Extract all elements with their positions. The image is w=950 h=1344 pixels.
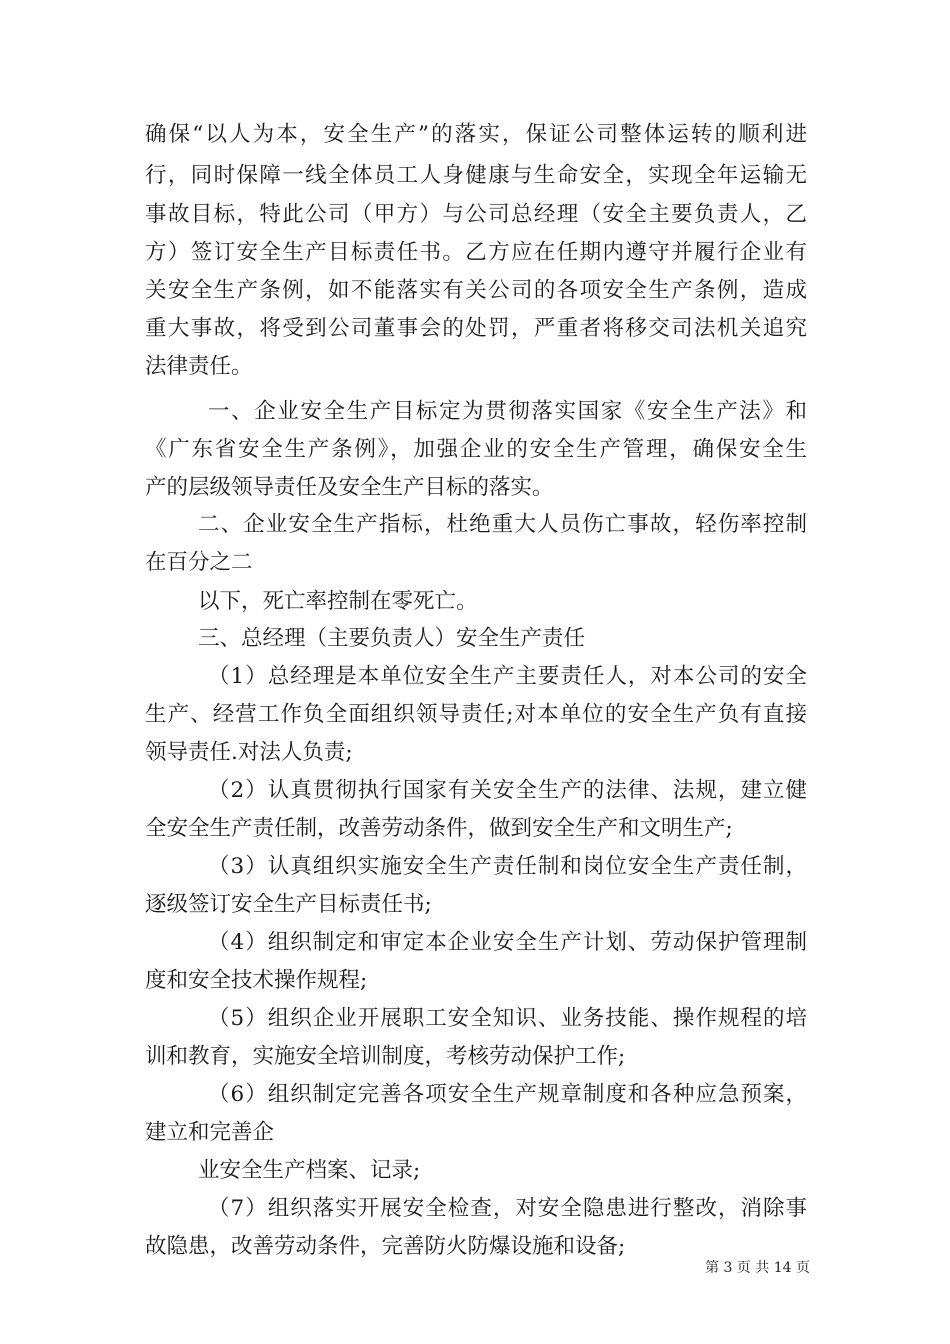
text-line: 故隐患，改善劳动条件，完善防火防爆设施和设备; <box>145 1234 626 1259</box>
text-line: 行，同时保障一线全体员工人身健康与生命安全，实现全年运输无 <box>145 163 807 188</box>
list-item-5: （5）组织企业开展职工安全知识、业务技能、操作规程的培 <box>208 1006 807 1031</box>
list-item-6: （6）组织制定完善各项安全生产规章制度和各种应急预案， <box>208 1082 807 1107</box>
list-item-3: （3）认真组织实施安全生产责任制和岗位安全生产责任制， <box>208 854 807 879</box>
section-heading-2: 二、企业安全生产指标，杜绝重大人员伤亡事故，轻伤率控制 <box>198 512 807 537</box>
page-number-footer: 第 3 页 共 14 页 <box>705 1260 810 1276</box>
text-line: 全安全生产责任制，改善劳动条件，做到安全生产和文明生产; <box>145 816 733 841</box>
text-line: 领导责任.对法人负责; <box>145 740 353 765</box>
text-line: 生产、经营工作负全面组织领导责任;对本单位的安全生产负有直接 <box>145 702 807 727</box>
text-line: 《广东省安全生产条例》，加强企业的安全生产管理，确保安全生 <box>145 437 807 462</box>
list-item-2: （2）认真贯彻执行国家有关安全生产的法律、法规，建立健 <box>208 778 807 803</box>
section-heading-1: 一、企业安全生产目标定为贯彻落实国家《安全生产法》和 <box>208 399 807 424</box>
text-line: 以下，死亡率控制在零死亡。 <box>198 589 478 614</box>
section-heading-3: 三、总经理（主要负责人）安全生产责任 <box>198 626 586 651</box>
text-line: 法律责任。 <box>145 354 253 379</box>
text-line: 事故目标，特此公司（甲方）与公司总经理（安全主要负责人，乙 <box>145 202 807 227</box>
text-line: 建立和完善企 <box>145 1120 275 1145</box>
text-line: 业安全生产档案、记录; <box>198 1158 421 1183</box>
list-item-4: （4）组织制定和审定本企业安全生产计划、劳动保护管理制 <box>208 930 807 955</box>
text-line: 训和教育，实施安全培训制度，考核劳动保护工作; <box>145 1044 626 1069</box>
text-line: 逐级签订安全生产目标责任书; <box>145 892 432 917</box>
text-line: 产的层级领导责任及安全生产目标的落实。 <box>145 475 554 500</box>
list-item-7: （7）组织落实开展安全检查，对安全隐患进行整改，消除事 <box>208 1196 807 1221</box>
text-line: 在百分之二 <box>145 550 253 575</box>
text-line: 方）签订安全生产目标责任书。乙方应在任期内遵守并履行企业有 <box>145 240 807 265</box>
list-item-1: （1）总经理是本单位安全生产主要责任人，对本公司的安全 <box>208 664 807 689</box>
text-line: 重大事故，将受到公司董事会的处罚，严重者将移交司法机关追究 <box>145 316 807 341</box>
text-line: 确保“以人为本，安全生产”的落实，保证公司整体运转的顺利进 <box>145 122 807 147</box>
text-line: 度和安全技术操作规程; <box>145 968 368 993</box>
text-line: 关安全生产条例，如不能落实有关公司的各项安全生产条例，造成 <box>145 278 807 303</box>
